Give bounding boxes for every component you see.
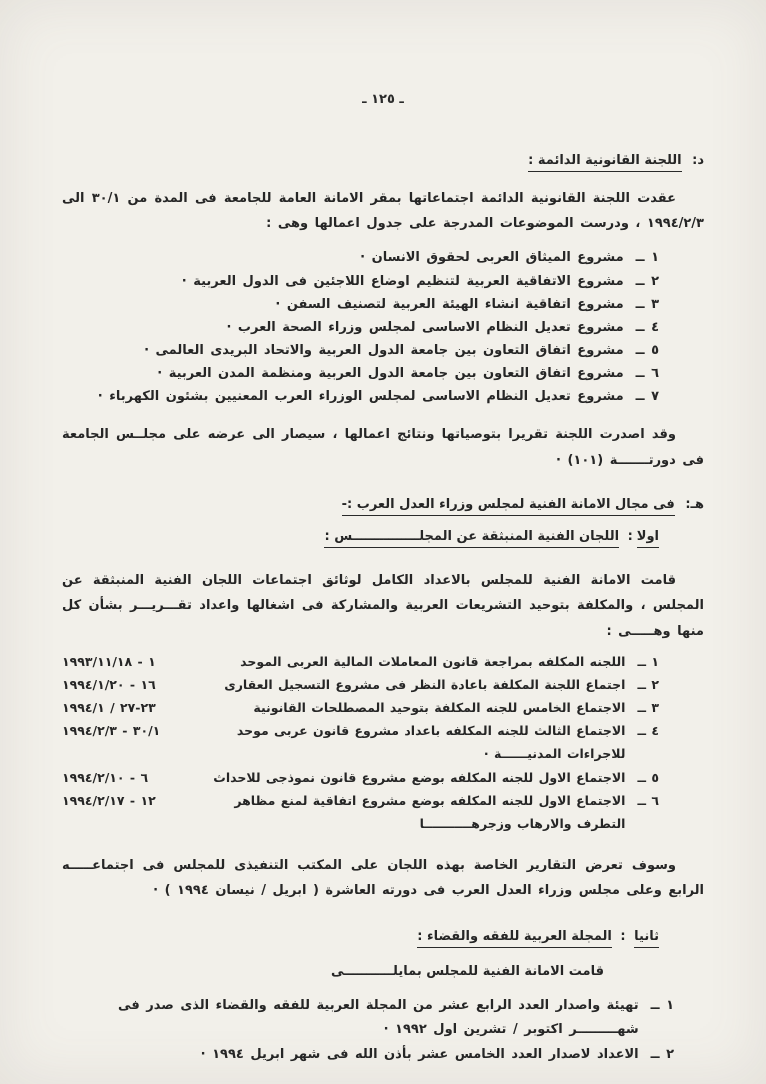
meeting-row: [62, 696, 659, 719]
meeting-date: ١ - ١٩٩٣/١١/١٨: [62, 653, 156, 669]
meeting-row: [62, 673, 659, 696]
sub1-outro: وسوف تعرض التقارير الخاصة بهذه اللجان على المكتب التنفيذى للمجلس فى اجتماعـــــه الرابع وعلى مجلس وزراء العدل العرب فى دورته العاشرة ( ابريل / نيسان ١٩٩٤ ) ·: [62, 857, 704, 899]
section-d-heading: [62, 151, 704, 172]
agenda-list: [62, 246, 659, 408]
section-d-letter: د:: [692, 153, 704, 168]
item-number: ٥ ــ: [635, 342, 659, 358]
meeting-number: ٣ ــ: [637, 700, 659, 716]
meeting-number: ٥ ــ: [637, 769, 659, 785]
journal-item: [62, 1043, 674, 1067]
meeting-row: [62, 766, 659, 789]
meeting-number: ٦ ــ: [637, 792, 659, 808]
item-text: مشروع اتفاق التعاون بين جامعة الدول العربية ومنظمة المدن العربية ·: [157, 366, 624, 382]
meeting-text: اجتماع اللجنة المكلفة باعادة النظر فى مشروع التسجيل العقارى: [224, 677, 626, 693]
meeting-date: ٦ - ١٩٩٤/٢/١٠: [62, 769, 149, 785]
item-number: ١ ــ: [650, 998, 674, 1014]
agenda-item: [62, 270, 659, 293]
journal-item: [62, 994, 674, 1042]
item-text: مشروع الاتفاقية العربية لتنظيم اوضاع اللاجئين فى الدول العربية ·: [181, 273, 624, 289]
sub2-separator: :: [620, 928, 626, 944]
agenda-item: [62, 293, 659, 316]
meeting-text: الاجتماع الثالث للجنه المكلفه باعداد مشروع قانون عربى موحد للاجراءات المدنيــــــة ·: [236, 723, 626, 762]
section-d-intro: عقدت اللجنة القانونية الدائمة اجتماعاتها بمقر الامانة العامة للجامعة فى المدة من ٣٠/١ الى ١٩٩٤/٢/٣ ، ودرست الموضوعات المدرجة على جدول اعمالها وهى :: [62, 190, 704, 232]
section-d-title: اللجنة القانونية الدائمة :: [528, 153, 681, 172]
page-number: ـ ١٢٥ ـ: [362, 92, 404, 107]
item-number: ١ ــ: [635, 250, 659, 266]
meeting-date: ١٦ - ١٩٩٤/١/٢٠: [62, 677, 156, 693]
sub2-intro: قامت الامانة الفنية للمجلس بمايلـــــــــــى: [331, 963, 604, 979]
item-text: مشروع تعديل النظام الاساسى لمجلس الوزراء العرب المعنيين بشئون الكهرباء ·: [97, 389, 624, 405]
agenda-item: [62, 316, 659, 339]
meeting-text: الاجتماع الخامس للجنه المكلفة بتوحيد المصطلحات القانونية: [253, 700, 626, 716]
meeting-row: [62, 719, 659, 765]
section-d-outro: وقد اصدرت اللجنة تقريرا بتوصياتها ونتائج اعمالها ، سيصار الى عرضه على مجلــس الجامعة فى دورتـــــــة (١٠١) ·: [62, 427, 704, 468]
meeting-text: الاجتماع الاول للجنه المكلفه بوضع مشروع اتفاقية لمنع مظاهر التطرف والارهاب وزجرهـــــــــــا: [234, 792, 626, 831]
sub2-label: ثانيا: [634, 929, 659, 948]
item-text: الاعداد لاصدار العدد الخامس عشر بأذن الله فى شهر ابريل ١٩٩٤ ·: [200, 1046, 639, 1062]
sub1-title: اللجان الفنية المنبثقة عن المجلـــــــــــــــس :: [324, 529, 619, 548]
journal-list: [62, 994, 674, 1066]
meeting-date: ٢٣-٢٧ / ١٩٩٤/١: [62, 700, 156, 716]
section-e-title: فى مجال الامانة الفنية لمجلس وزراء العدل العرب :-: [342, 497, 675, 516]
item-number: ٧ ــ: [635, 389, 659, 405]
item-text: مشروع تعديل النظام الاساسى لمجلس وزراء الصحة العرب ·: [226, 319, 624, 335]
item-number: ٣ ــ: [635, 296, 659, 312]
item-number: ٢ ــ: [650, 1046, 674, 1062]
meeting-number: ٤ ــ: [637, 723, 659, 739]
agenda-item: [62, 246, 659, 269]
meeting-row: [62, 789, 659, 835]
sub2-heading: [62, 926, 659, 948]
sub1-label: اولا: [637, 529, 659, 548]
sub2-title: المجلة العربية للفقه والقضاء :: [417, 929, 612, 948]
section-e-heading: [62, 495, 704, 516]
item-text: مشروع اتفاق التعاون بين جامعة الدول العربية والاتحاد البريدى العالمى ·: [144, 342, 624, 358]
meeting-row: [62, 650, 659, 673]
item-text: تهيئة واصدار العدد الرابع عشر من المجلة العربية للفقه والقضاء الذى صدر فى شهـــــــــر اكتوبر / تشرين اول ١٩٩٢ ·: [118, 998, 639, 1038]
item-text: مشروع اتفاقية انشاء الهيئة العربية لتصنيف السفن ·: [275, 296, 624, 312]
item-number: ٦ ــ: [635, 366, 659, 382]
section-e-letter: هـ:: [685, 497, 704, 513]
agenda-item: [62, 362, 659, 385]
item-text: مشروع الميثاق العربى لحقوق الانسان ·: [360, 250, 624, 266]
meeting-date: ٣٠/١ - ١٩٩٤/٢/٣: [62, 723, 161, 739]
meeting-number: ١ ــ: [637, 653, 659, 669]
sub1-intro: قامت الامانة الفنية للمجلس بالاعداد الكامل لوثائق اجتماعات اللجان الفنية المنبثقة عن المجلس ، والمكلفة بتوحيد التشريعات العربية والمشاركة فى اشغالها واعداد تقـــريـــر بشأن كل منها وهـــــى :: [62, 572, 704, 639]
item-number: ٤ ــ: [635, 319, 659, 335]
sub1-heading: [62, 526, 659, 548]
meetings-list: [62, 650, 659, 835]
sub1-separator: :: [627, 528, 633, 544]
meeting-date: ١٢ - ١٩٩٤/٢/١٧: [62, 792, 156, 808]
agenda-item: [62, 385, 659, 408]
agenda-item: [62, 339, 659, 362]
item-number: ٢ ــ: [635, 273, 659, 289]
meeting-text: اللجنه المكلفه بمراجعة قانون المعاملات المالية العربى الموحد: [240, 653, 626, 669]
meeting-number: ٢ ــ: [637, 677, 659, 693]
meeting-text: الاجتماع الاول للجنه المكلفه بوضع مشروع قانون نموذجى للاحداث: [213, 769, 626, 785]
